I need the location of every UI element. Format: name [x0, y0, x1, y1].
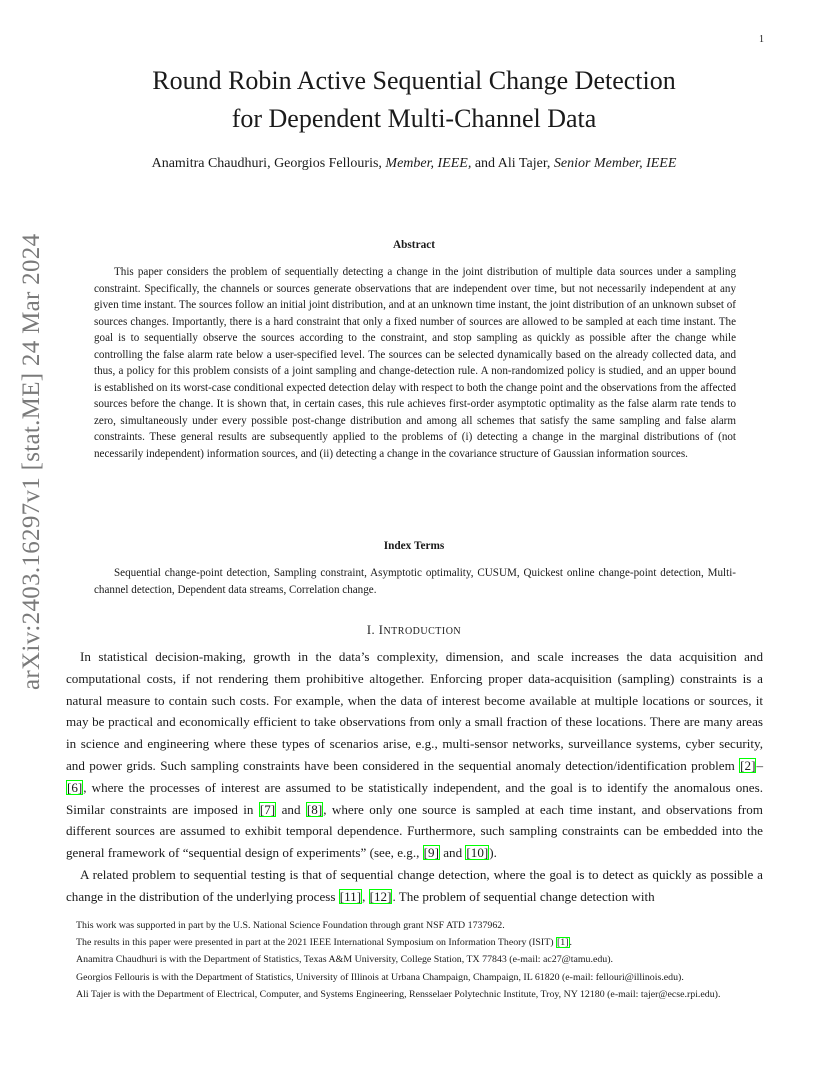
introduction-body	[66, 646, 763, 908]
index-terms-heading: Index Terms	[383, 540, 445, 552]
section-title-rest: NTRODUCTION	[383, 626, 462, 637]
paper-title	[0, 62, 828, 138]
paragraph-2	[66, 864, 763, 908]
title-line-2: for Dependent Multi-Channel Data	[231, 104, 597, 133]
author-names-1: Anamitra Chaudhuri, Georgios Fellouris,	[151, 156, 386, 171]
paragraph-1	[66, 646, 763, 864]
citation-link[interactable]: [7]	[259, 801, 276, 817]
footnote-funding: This work was supported in part by the U.S. National Science Foundation through grant NSF ATD 1737962.	[76, 920, 505, 931]
text-run: ,	[362, 888, 369, 904]
text-run: .	[569, 937, 572, 949]
author-list	[0, 156, 828, 172]
text-run: and	[276, 801, 306, 817]
footnote-author-3: Ali Tajer is with the Department of Electrical, Computer, and Systems Engineering, Rensselaer Polytechnic Institute, Troy, NY 12180 (e-mail: tajer@ecse.rpi.edu).	[76, 988, 721, 1000]
abstract-text: This paper considers the problem of sequentially detecting a change in the joint distribution of multiple data sources under a sampling constraint. Specifically, the channels or sources generate observations that are independent over time, but not necessarily independent at any given time instant. The sources follow an initial joint distribution, and at an unknown time instant, the joint distribution of an unknown subset of sources changes. Importantly, there is a hard constraint that only a fixed number of sources are allowed to be sampled at each time instant. The goal is to sequentially observe the sources according to the constraint, and stop sampling as quickly as possible after the change while controlling the false alarm rate below a user-specified level. The sources can be selected dynamically based on the already collected data, and thus, a policy for this problem consists of a joint sampling and change-detection rule. A non-randomized policy is studied, and an upper bound is established on its worst-case conditional expected detection delay with respect to both the change point and the observations from the affected sources before the change. It is shown that, in certain cases, this rule achieves first-order asymptotic optimality as the false alarm rate tends to zero, simultaneously under every possible post-change distribution and among all schemes that satisfy the same sampling and false alarm constraints. These general results are subsequently applied to the problems of (i) detecting a change in the marginal distributions of (not necessarily independent) information sources, and (ii) detecting a change in the covariance structure of Gaussian information sources.	[94, 266, 736, 460]
text-run: –	[756, 757, 763, 773]
text-run: In statistical decision-making, growth in the data’s complexity, dimension, and scale increases the data acquisition and computational costs, if not rendering them prohibitive altogether. Enforcing proper data-acquisition (sampling) constraints is a natural measure to contain such costs. For example, when the data of interest become available at multiple locations or sources, it may be practical and economically efficient to take observations from only a small fraction of these locations. There are many areas in science and engineering where these types of scenarios arise, e.g., multi-sensor networks, surveillance systems, cyber security, and power grids. Such sampling constraints have been considered in the sequential anomaly detection/identification problem	[66, 649, 763, 773]
section-heading	[0, 623, 828, 638]
index-terms-text: Sequential change-point detection, Sampling constraint, Asymptotic optimality, CUSUM, Quickest online change-point detection, Multi-channel detection, Dependent data streams, Correlation change.	[94, 567, 736, 596]
author-names-2: and Ali Tajer,	[471, 156, 554, 171]
citation-link[interactable]: [1]	[557, 937, 569, 949]
section-number: I.	[366, 623, 376, 637]
footnote-conference	[66, 934, 763, 951]
footnotes	[66, 917, 763, 1003]
citation-link[interactable]: [8]	[306, 801, 323, 817]
page-number: 1	[759, 34, 764, 45]
author-membership-1: Member, IEEE,	[385, 156, 472, 171]
citation-link[interactable]: [6]	[67, 779, 83, 795]
citation-link[interactable]: [10]	[466, 845, 489, 861]
arxiv-id: arXiv:2403.16297v1 [stat.ME] 24 Mar 2024	[18, 233, 45, 690]
footnote-author-1: Anamitra Chaudhuri is with the Department of Statistics, Texas A&M University, College Station, TX 77843 (e-mail: ac27@tamu.edu).	[76, 954, 613, 966]
citation-link[interactable]: [11]	[339, 888, 362, 904]
abstract-heading: Abstract	[392, 239, 436, 251]
title-line-1: Round Robin Active Sequential Change Detection	[152, 66, 676, 95]
text-run: A related problem to sequential testing is that of sequential change detection, where the goal is to detect as quickly as possible a change in the distribution of the underlying process	[66, 866, 763, 904]
text-run: and	[439, 845, 466, 861]
author-membership-2: Senior Member, IEEE	[553, 156, 677, 171]
text-run: The results in this paper were presented in part at the 2021 IEEE International Symposium on Information Theory (ISIT)	[76, 937, 556, 949]
footnote-author-2: Georgios Fellouris is with the Department of Statistics, University of Illinois at Urbana Champaign, Champaign, IL 61820 (e-mail: fellouri@illinois.edu).	[76, 971, 684, 983]
citation-link[interactable]: [9]	[423, 845, 439, 861]
section-title-initial: I	[378, 623, 384, 637]
citation-link[interactable]: [12]	[369, 888, 392, 904]
text-run: , where only one source is sampled at each time instant, and observations from different sources are assumed to exhibit temporal dependence. Furthermore, such sampling constraints can be embedded into the general framework of “sequential design of experiments” (see, e.g.,	[66, 801, 763, 861]
text-run: ).	[489, 845, 497, 861]
text-run: . The problem of sequential change detection with	[392, 888, 655, 904]
text-run: , where the processes of interest are assumed to be statistically independent, and the goal is to identify the anomalous ones. Similar constraints are imposed in	[66, 779, 763, 817]
citation-link[interactable]: [2]	[740, 757, 756, 773]
